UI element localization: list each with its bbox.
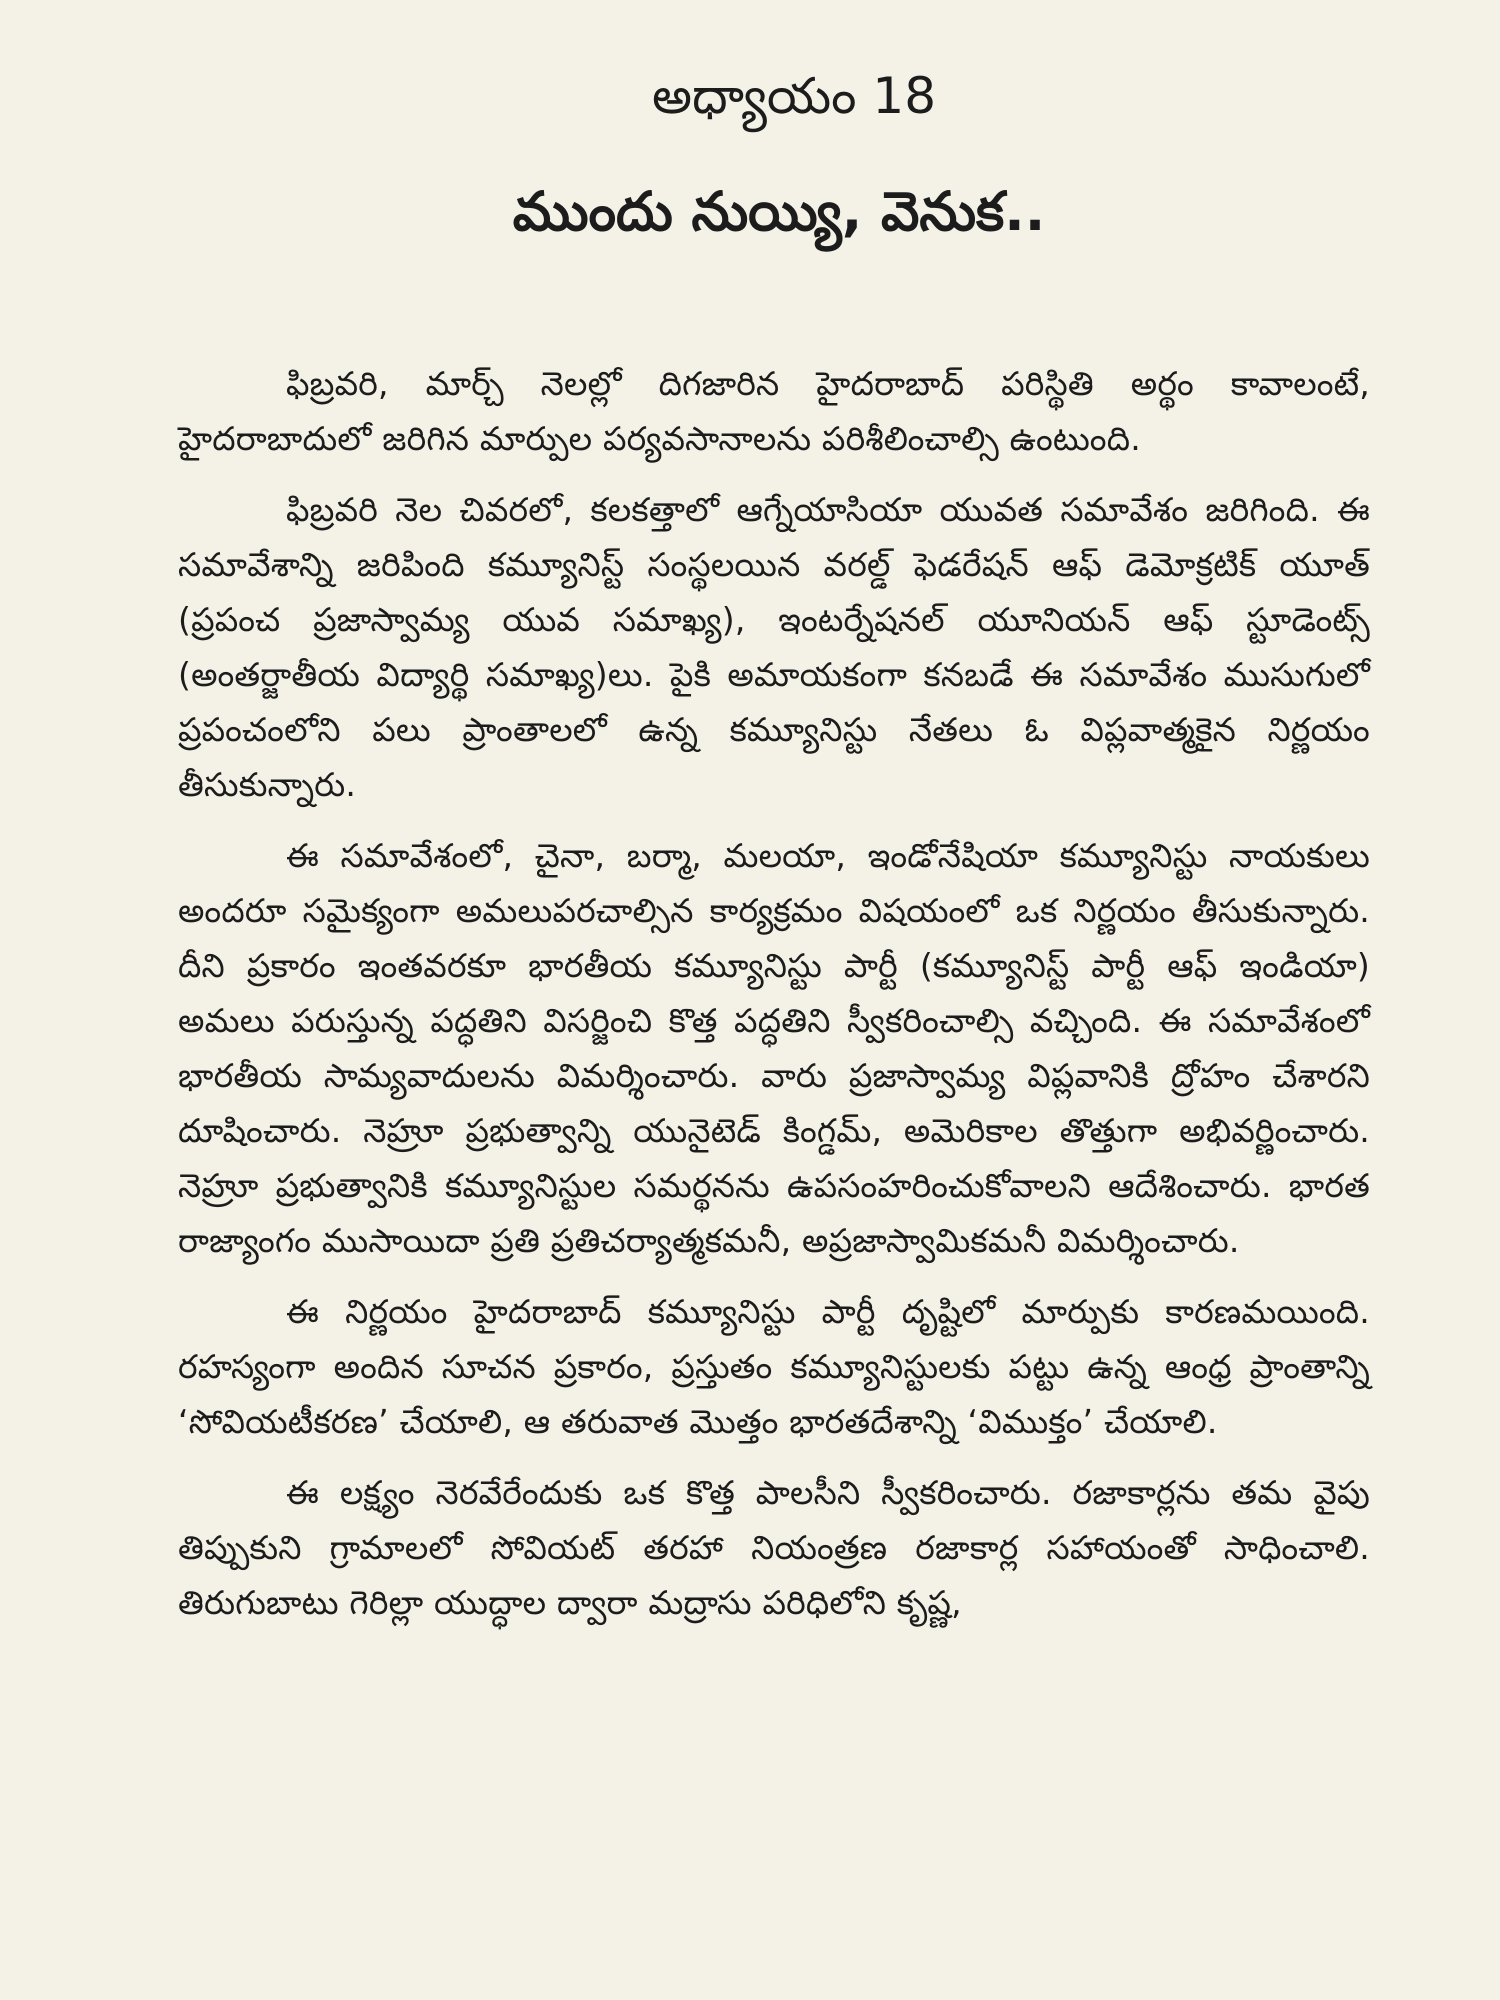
chapter-number: అధ్యాయం 18	[651, 67, 937, 125]
paragraph-2: ఫిబ్రవరి నెల చివరలో, కలకత్తాలో ఆగ్నేయాసియా యువత సమావేశం జరిగింది. ఈ సమావేశాన్ని జరిపింది కమ్యూనిస్ట్ సంస్థలయిన వరల్డ్ ఫెడరేషన్ ఆఫ్ డెమోక్రటిక్ యూత్ (ప్రపంచ ప్రజాస్వామ్య యువ సమాఖ్య), ఇంటర్నేషనల్ యూనియన్ ఆఫ్ స్టూడెంట్స్ (అంతర్జాతీయ విద్యార్థి సమాఖ్య)లు. పైకి అమాయకంగా కనబడే ఈ సమావేశం ముసుగులో ప్రపంచంలోని పలు ప్రాంతాలలో ఉన్న కమ్యూనిస్టు నేతలు ఓ విప్లవాత్మకైన నిర్ణయం తీసుకున్నారు.	[178, 490, 1370, 804]
paragraph-1: ఫిబ్రవరి, మార్చ్ నెలల్లో దిగజారిన హైదరాబాద్ పరిస్థితి అర్థం కావాలంటే, హైదరాబాదులో జరిగిన మార్పుల పర్యవసానాలను పరిశీలించాల్సి ఉంటుంది.	[178, 364, 1370, 458]
paragraph-4: ఈ నిర్ణయం హైదరాబాద్ కమ్యూనిస్టు పార్టీ దృష్టిలో మార్పుకు కారణమయింది. రహస్యంగా అందిన సూచన ప్రకారం, ప్రస్తుతం కమ్యూనిస్టులకు పట్టు ఉన్న ఆంధ్ర ప్రాంతాన్ని ‘సోవియటీకరణ’ చేయాలి, ఆ తరువాత మొత్తం భారతదేశాన్ని ‘విముక్తం’ చేయాలి.	[178, 1292, 1370, 1441]
chapter-body	[178, 356, 1370, 1630]
chapter-title: ముందు నుయ్యి, వెనుక..	[512, 180, 1046, 243]
paragraph-5: ఈ లక్ష్యం నెరవేరేందుకు ఒక కొత్త పాలసీని స్వీకరించారు. రజాకార్లను తమ వైపు తిప్పుకుని గ్రామాలలో సోవియట్ తరహా నియంత్రణ రజాకార్ల సహాయంతో సాధించాలి. తిరుగుబాటు గెరిల్లా యుద్ధాల ద్వారా మద్రాసు పరిధిలోని కృష్ణ,	[178, 1473, 1370, 1622]
paragraph-3: ఈ సమావేశంలో, చైనా, బర్మా, మలయా, ఇండోనేషియా కమ్యూనిస్టు నాయకులు అందరూ సమైక్యంగా అమలుపరచాల్సిన కార్యక్రమం విషయంలో ఒక నిర్ణయం తీసుకున్నారు. దీని ప్రకారం ఇంతవరకూ భారతీయ కమ్యూనిస్టు పార్టీ (కమ్యూనిస్ట్ పార్టీ ఆఫ్ ఇండియా) అమలు పరుస్తున్న పద్ధతిని విసర్జించి కొత్త పద్ధతిని స్వీకరించాల్సి వచ్చింది. ఈ సమావేశంలో భారతీయ సామ్యవాదులను విమర్శించారు. వారు ప్రజాస్వామ్య విప్లవానికి ద్రోహం చేశారని దూషించారు. నెహ్రూ ప్రభుత్వాన్ని యునైటెడ్ కింగ్డమ్, అమెరికాల తొత్తుగా అభివర్ణించారు. నెహ్రూ ప్రభుత్వానికి కమ్యూనిస్టుల సమర్థనను ఉపసంహరించుకోవాలని ఆదేశించారు. భారత రాజ్యాంగం ముసాయిదా ప్రతి ప్రతిచర్యాత్మకమనీ, అప్రజాస్వామికమనీ విమర్శించారు.	[178, 836, 1370, 1260]
